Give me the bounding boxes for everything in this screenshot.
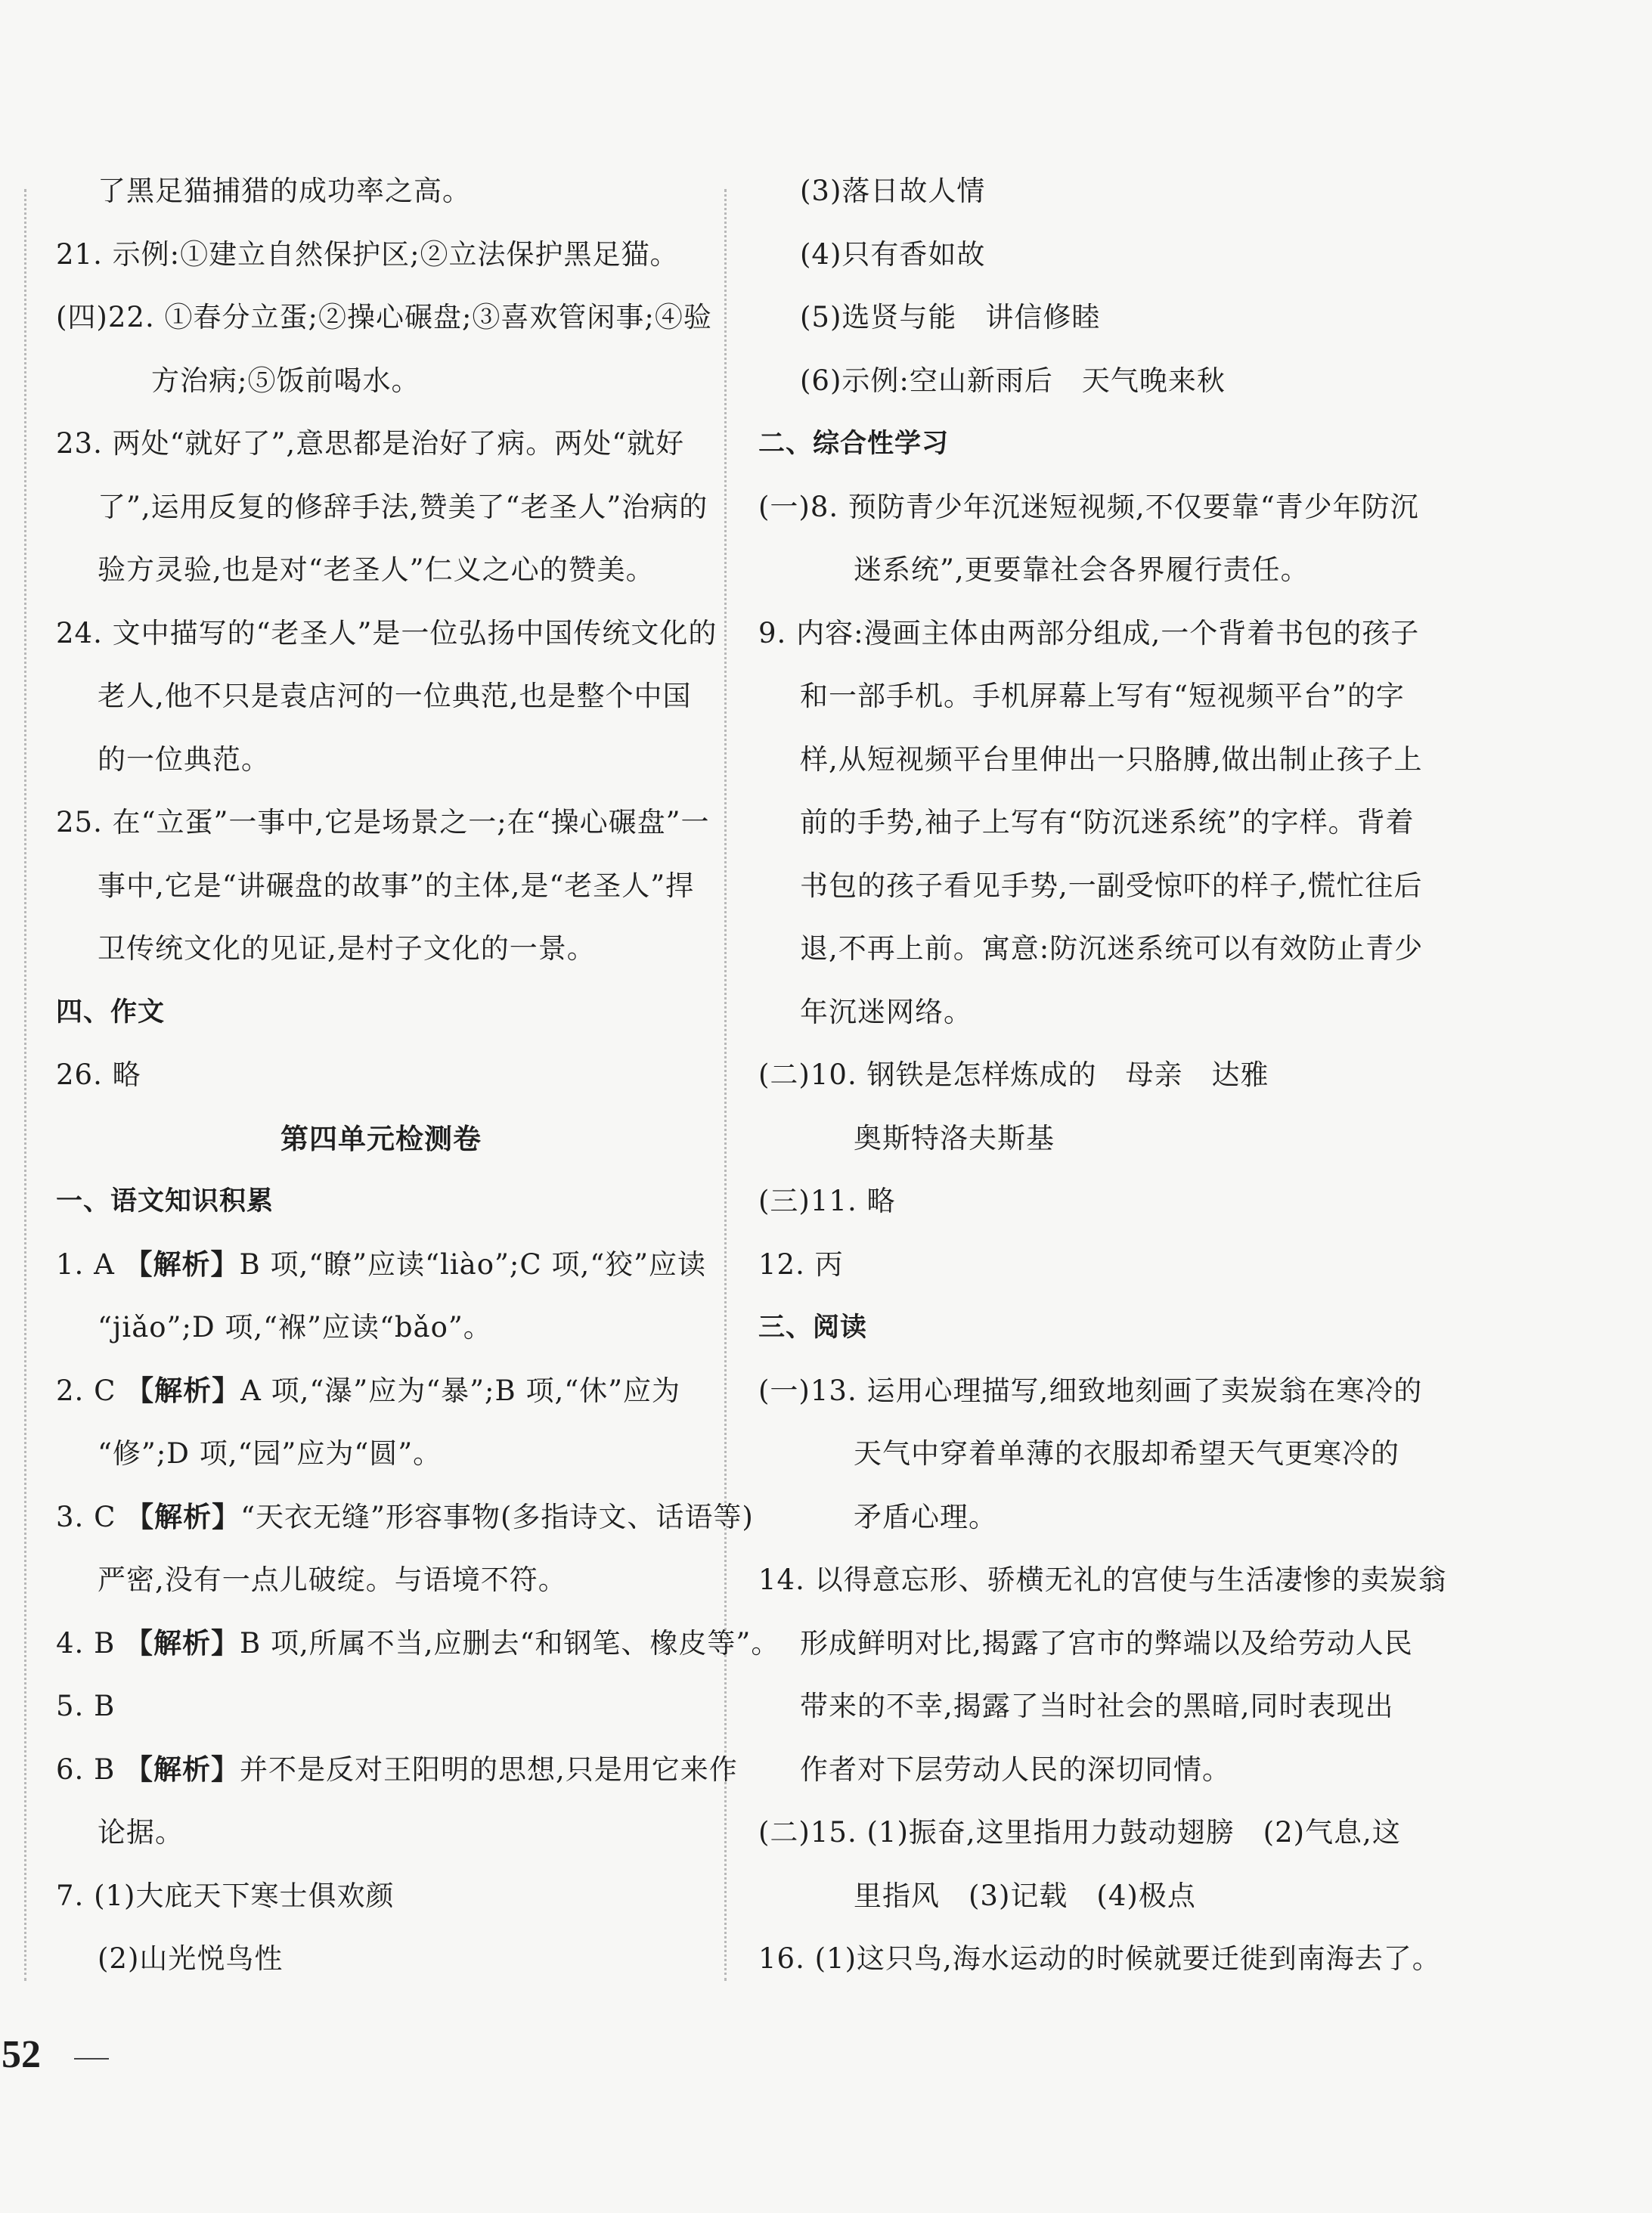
left-margin-rule: [24, 189, 26, 1981]
answer-line-right: (一)13. 运用心理描写,细致地刻画了卖炭翁在寒冷的: [758, 1374, 1423, 1407]
answer-line-left: 3. C 【解析】“天衣无缝”形容事物(多指诗文、话语等): [56, 1500, 754, 1533]
answer-line-right: 和一部手机。手机屏幕上写有“短视频平台”的字: [800, 680, 1405, 712]
answer-line-left: 7. (1)大庇天下寒士俱欢颜: [56, 1879, 395, 1912]
page-number-rule: [74, 2058, 109, 2060]
answer-line-right: 形成鲜明对比,揭露了宫市的弊端以及给劳动人民: [800, 1626, 1413, 1660]
analysis-tag: 【解析】: [125, 1753, 240, 1786]
answer-line-left: 1. A 【解析】B 项,“瞭”应读“liào”;C 项,“狡”应读: [56, 1248, 707, 1281]
answer-line-left: 一、语文知识积累: [56, 1186, 274, 1217]
answer-line-right: (三)11. 略: [758, 1185, 896, 1217]
answer-line-right: 12. 丙: [758, 1248, 844, 1281]
analysis-tag: 【解析】: [126, 1374, 241, 1407]
answer-line-left: 4. B 【解析】B 项,所属不当,应删去“和钢笔、橡皮等”。: [56, 1626, 780, 1660]
answer-line-right: 奥斯特洛夫斯基: [854, 1121, 1055, 1155]
answer-line-left: 24. 文中描写的“老圣人”是一位弘扬中国传统文化的: [56, 616, 718, 649]
answer-line-right: (一)8. 预防青少年沉迷短视频,不仅要靠“青少年防沉: [758, 490, 1419, 523]
answer-line-right: 9. 内容:漫画主体由两部分组成,一个背着书包的孩子: [758, 616, 1420, 649]
answer-line-right: 二、综合性学习: [758, 429, 950, 459]
answer-line-left: 卫传统文化的见证,是村子文化的一景。: [98, 932, 596, 965]
analysis-tag: 【解析】: [126, 1500, 241, 1533]
answer-line-left: (四)22. ①春分立蛋;②操心碾盘;③喜欢管闲事;④验: [56, 301, 712, 333]
answer-line-left: (2)山光悦鸟性: [98, 1942, 284, 1975]
answer-line-left: 老人,他不只是袁店河的一位典范,也是整个中国: [98, 680, 692, 712]
analysis-tag: 【解析】: [124, 1248, 240, 1281]
answer-line-left: 的一位典范。: [98, 742, 270, 776]
answer-line-right: 天气中穿着单薄的衣服却希望天气更寒冷的: [854, 1437, 1399, 1470]
answer-line-left: 验方灵验,也是对“老圣人”仁义之心的赞美。: [98, 553, 655, 586]
answer-line-right: (6)示例:空山新雨后 天气晚来秋: [800, 364, 1226, 397]
answer-line-right: 矛盾心理。: [854, 1500, 997, 1533]
answer-line-left: 21. 示例:①建立自然保护区;②立法保护黑足猫。: [56, 237, 679, 271]
column-divider: [724, 189, 727, 1981]
answer-line-left: “jiǎo”;D 项,“褓”应读“bǎo”。: [98, 1311, 492, 1344]
answer-line-right: (4)只有香如故: [800, 237, 986, 271]
analysis-tag: 【解析】: [125, 1626, 240, 1660]
answer-line-right: (3)落日故人情: [800, 175, 986, 207]
answer-line-right: 迷系统”,更要靠社会各界履行责任。: [854, 553, 1310, 586]
answer-line-right: 样,从短视频平台里伸出一只胳膊,做出制止孩子上: [800, 742, 1423, 776]
answer-line-left: 严密,没有一点儿破绽。与语境不符。: [98, 1564, 567, 1596]
answer-line-left: 6. B 【解析】并不是反对王阳明的思想,只是用它来作: [56, 1753, 738, 1786]
answer-line-right: 作者对下层劳动人民的深切同情。: [800, 1753, 1231, 1786]
answer-line-left: 方治病;⑤饭前喝水。: [151, 364, 420, 397]
answer-line-left: 23. 两处“就好了”,意思都是治好了病。两处“就好: [56, 427, 685, 460]
answer-line-left: 论据。: [98, 1816, 184, 1849]
answer-line-left: 了”,运用反复的修辞手法,赞美了“老圣人”治病的: [98, 490, 708, 523]
answer-line-right: 里指风 (3)记载 (4)极点: [854, 1879, 1196, 1912]
answer-line-left: 第四单元检测卷: [280, 1121, 482, 1155]
answer-line-left: 事中,它是“讲碾盘的故事”的主体,是“老圣人”捍: [98, 869, 695, 902]
answer-line-right: 前的手势,袖子上写有“防沉迷系统”的字样。背着: [800, 806, 1415, 838]
answer-line-right: 16. (1)这只鸟,海水运动的时候就要迁徙到南海去了。: [758, 1942, 1441, 1975]
answer-line-right: 年沉迷网络。: [800, 995, 972, 1028]
answer-line-right: 三、阅读: [758, 1313, 868, 1343]
answer-line-left: 四、作文: [56, 996, 166, 1027]
answer-line-left: 2. C 【解析】A 项,“瀑”应为“暴”;B 项,“休”应为: [56, 1374, 681, 1407]
answer-line-right: 退,不再上前。寓意:防沉迷系统可以有效防止青少: [800, 932, 1424, 965]
answer-line-left: 了黑足猫捕猎的成功率之高。: [98, 175, 471, 207]
answer-line-right: 带来的不幸,揭露了当时社会的黑暗,同时表现出: [800, 1690, 1394, 1722]
page-number: 52: [2, 2033, 41, 2076]
answer-line-right: (二)15. (1)振奋,这里指用力鼓动翅膀 (2)气息,这: [758, 1816, 1401, 1849]
answer-line-left: 26. 略: [56, 1058, 141, 1091]
answer-line-left: 5. B: [56, 1690, 116, 1722]
answer-line-right: (5)选贤与能 讲信修睦: [800, 301, 1101, 333]
answer-line-left: “修”;D 项,“园”应为“圆”。: [98, 1437, 442, 1470]
answer-line-right: (二)10. 钢铁是怎样炼成的 母亲 达雅: [758, 1058, 1269, 1091]
answer-line-left: 25. 在“立蛋”一事中,它是场景之一;在“操心碾盘”一: [56, 806, 710, 838]
answer-line-right: 14. 以得意忘形、骄横无礼的宫使与生活凄惨的卖炭翁: [758, 1564, 1447, 1596]
answer-line-right: 书包的孩子看见手势,一副受惊吓的样子,慌忙往后: [800, 869, 1423, 902]
